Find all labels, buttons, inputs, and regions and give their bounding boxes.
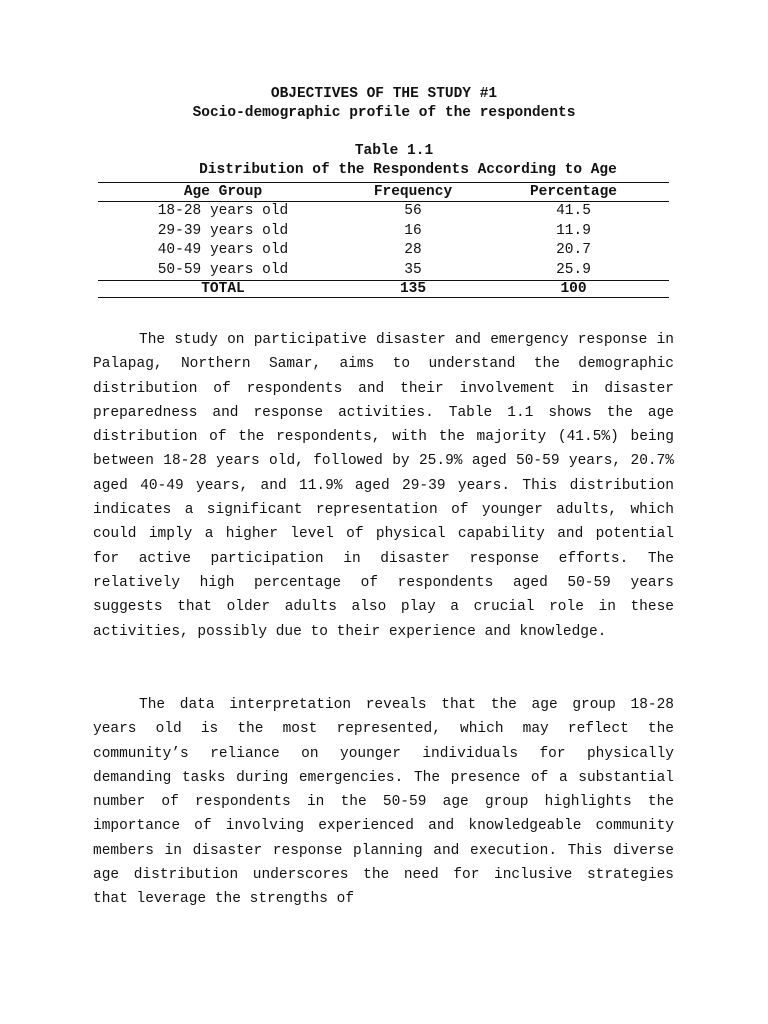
cell-percentage: 20.7: [556, 242, 591, 258]
table-row: [98, 241, 669, 261]
table-number: Table 1.1: [354, 143, 434, 159]
cell-age-group: 40-49 years old: [157, 242, 289, 258]
cell-percentage: 11.9: [556, 222, 591, 239]
header-percentage: Percentage: [529, 184, 617, 200]
cell-age-group: 50-59 years old: [157, 261, 289, 278]
table-caption: Distribution of the Respondents According to Age: [199, 162, 617, 178]
table-row: [98, 222, 669, 242]
cell-frequency: 16: [404, 222, 422, 239]
cell-frequency: 28: [404, 242, 422, 258]
total-label: TOTAL: [201, 281, 245, 297]
cell-frequency: 56: [404, 203, 422, 219]
total-percentage: 100: [560, 281, 587, 297]
table-row: [98, 261, 669, 281]
table-header-row: [98, 183, 669, 202]
body-paragraph-2: The data interpretation reveals that the age group 18-28 years old is the most represented, which may reflect the community’s reliance on younger individuals for physically demanding tasks during emergencies. The presence of a substantial number of respondents in the 50-59 age group highlights the importance of involving experienced and knowledgeable community members in disaster response planning and execution. This diverse age distribution underscores the need for inclusive strategies that leverage the strengths of: [93, 697, 674, 908]
cell-frequency: 35: [404, 261, 422, 278]
total-frequency: 135: [399, 281, 427, 297]
age-distribution-table: [98, 182, 669, 298]
cell-age-group: 29-39 years old: [157, 222, 289, 239]
cell-percentage: 41.5: [556, 203, 591, 219]
cell-age-group: 18-28 years old: [157, 203, 289, 219]
table-row: [98, 202, 669, 222]
header-frequency: Frequency: [373, 184, 453, 200]
cell-percentage: 25.9: [556, 261, 591, 278]
objective-title: OBJECTIVES OF THE STUDY #1: [270, 86, 498, 102]
objective-subtitle: Socio-demographic profile of the respondents: [192, 105, 576, 121]
header-age-group: Age Group: [183, 184, 263, 200]
table-total-row: [98, 281, 669, 298]
body-paragraph-1: The study on participative disaster and emergency response in Palapag, Northern Samar, aims to understand the demographic distribution of respondents and their involvement in disaster preparedness and response activities. Table 1.1 shows the age distribution of the respondents, with the majority (41.5%) being between 18-28 years old, followed by 25.9% aged 50-59 years, 20.7% aged 40-49 years, and 11.9% aged 29-39 years. This distribution indicates a significant representation of younger adults, which could imply a higher level of physical capability and potential for active participation in disaster response efforts. The relatively high percentage of respondents aged 50-59 years suggests that older adults also play a crucial role in these activities, possibly due to their experience and knowledge.: [93, 332, 674, 640]
